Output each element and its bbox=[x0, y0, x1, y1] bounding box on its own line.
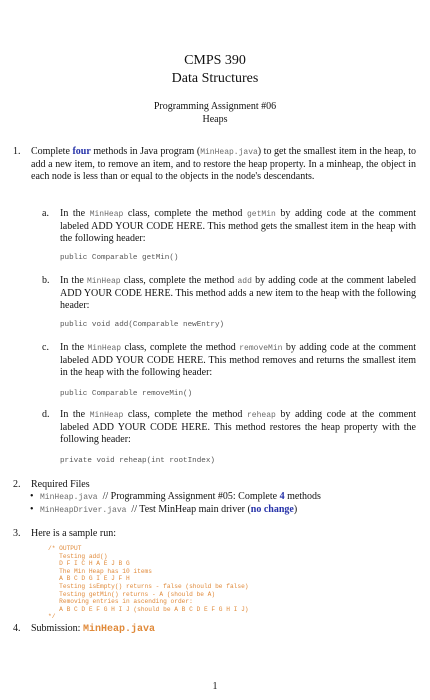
sample-line: /* OUTPUT bbox=[48, 545, 82, 552]
assignment-topic: Heaps bbox=[202, 114, 228, 125]
item-1-text: Complete four methods in Java program (MinHeap.java) to get the smallest item in the heap, to add a new item, to remove an item, and to restore the heap property. In a minheap, the object in each node is less than or equal to the objects in the node's descendants. bbox=[31, 146, 416, 182]
submission-line: Submission: MinHeap.java bbox=[31, 623, 155, 635]
four-highlight: four bbox=[72, 146, 91, 157]
course-subtitle: Data Structures bbox=[171, 71, 259, 86]
subitem-d-letter: d. bbox=[42, 409, 50, 420]
subitem-a-header: public Comparable getMin() bbox=[60, 254, 179, 262]
sample-line: Testing isEmpty() returns - false (should be false) bbox=[48, 582, 249, 590]
subitem-b-letter: b. bbox=[42, 275, 50, 286]
required-file-2: MinHeapDriver.java // Test MinHeap main driver (no change) bbox=[40, 504, 298, 515]
course-title: CMPS 390 bbox=[184, 53, 246, 68]
bullet-icon: • bbox=[30, 504, 34, 515]
bullet-icon: • bbox=[30, 491, 34, 502]
subitem-d-text: In the MinHeap class, complete the method reheap by adding code at the comment labeled ADD YOUR CODE HERE. This method restores the heap property with the following header: bbox=[60, 409, 416, 445]
sample-line: A B C D G I E J F H bbox=[48, 575, 130, 583]
item-4-number: 4. bbox=[13, 623, 21, 634]
item-1-number: 1. bbox=[13, 146, 21, 157]
subitem-a-letter: a. bbox=[42, 208, 49, 219]
required-file-1: MinHeap.java // Programming Assignment #05: Complete 4 methods bbox=[40, 491, 321, 502]
subitem-d-header: private void reheap(int rootIndex) bbox=[60, 457, 215, 465]
file-ref: MinHeap.java bbox=[200, 148, 258, 157]
subitem-c-letter: c. bbox=[42, 342, 49, 353]
submission-file: MinHeap.java bbox=[82, 624, 155, 635]
sample-line: The Min Heap has 10 items bbox=[48, 567, 152, 575]
subitem-c-header: public Comparable removeMin() bbox=[60, 390, 193, 398]
item-3-title: Here is a sample run: bbox=[31, 528, 116, 539]
sample-line: */ bbox=[48, 613, 56, 621]
item-2-number: 2. bbox=[13, 479, 21, 490]
sample-line: Removing entries in ascending order: bbox=[48, 598, 193, 606]
sample-run-output bbox=[48, 545, 249, 621]
sample-line: A B C D E F G H I J (should be A B C D E F G H I J) bbox=[48, 605, 249, 613]
item-3-number: 3. bbox=[13, 528, 21, 539]
item-2-title: Required Files bbox=[31, 479, 90, 490]
subitem-c-text: In the MinHeap class, complete the method removeMin by adding code at the comment labeled ADD YOUR CODE HERE. This method removes and returns the smallest item in the heap with the following header: bbox=[60, 342, 416, 378]
subitem-a-text: In the MinHeap class, complete the method getMin by adding code at the comment labeled ADD YOUR CODE HERE. This method gets the smallest item in the heap with the following header: bbox=[60, 208, 416, 244]
sample-line: D F I C H A E J B G bbox=[48, 560, 130, 568]
sample-line: Testing getMin() returns - A (should be A) bbox=[48, 590, 216, 598]
assignment-title: Programming Assignment #06 bbox=[153, 101, 277, 112]
page-number: 1 bbox=[212, 681, 218, 692]
subitem-b-text: In the MinHeap class, complete the method add by adding code at the comment labeled ADD YOUR CODE HERE. This method adds a new item to the heap with the following header: bbox=[60, 275, 416, 311]
subitem-b-header: public void add(Comparable newEntry) bbox=[60, 321, 225, 329]
sample-line: Testing add() bbox=[48, 552, 108, 560]
